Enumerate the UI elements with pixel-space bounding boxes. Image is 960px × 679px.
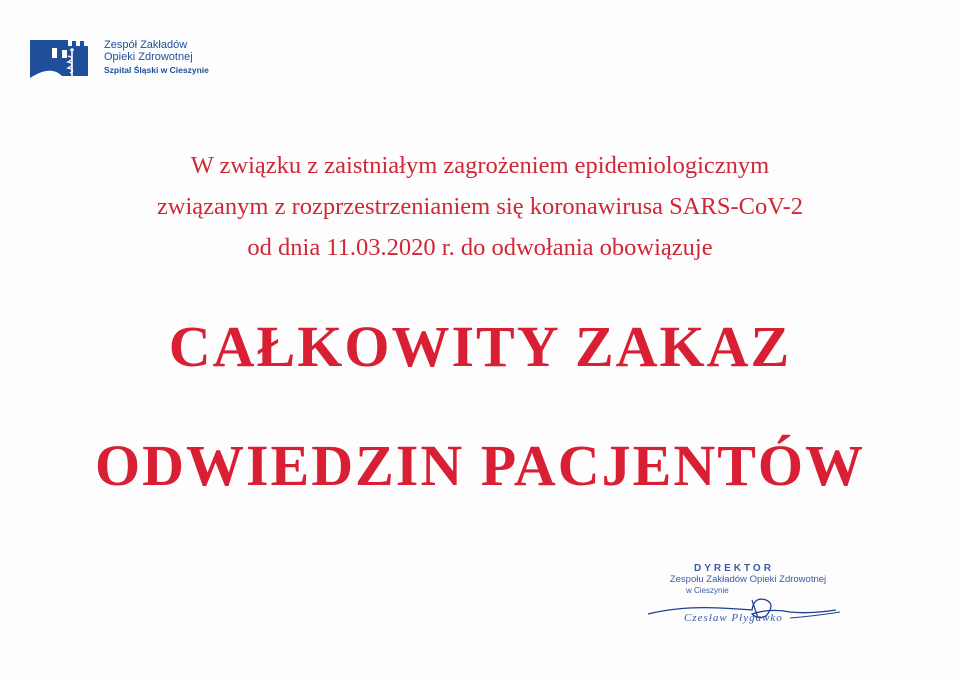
stamp-title: DYREKTOR: [694, 563, 774, 574]
intro-paragraph: [0, 145, 960, 268]
director-name: Czesław Płygawko: [684, 612, 783, 624]
stamp-institution: Zespołu Zakładów Opieki Zdrowotnej: [669, 574, 827, 585]
hospital-name: [104, 39, 209, 76]
hospital-name-line3: Szpital Śląski w Cieszynie: [104, 65, 209, 75]
stamp-city: w Cieszynie: [686, 586, 729, 595]
intro-line2: związanym z rozprzestrzenianiem się koronawirusa SARS-CoV-2: [156, 193, 804, 220]
intro-line3: od dnia 11.03.2020 r. do odwołania obowiązuje: [247, 234, 713, 261]
headline-line2: ODWIEDZIN PACJENTÓW: [94, 433, 866, 498]
intro-line1: W związku z zaistniałym zagrożeniem epidemiologicznym: [190, 152, 770, 179]
headline-line1: CAŁKOWITY ZAKAZ: [168, 314, 792, 379]
hospital-name-line2: Opieki Zdrowotnej: [104, 51, 193, 63]
hospital-logo-icon: [28, 38, 96, 80]
hospital-logo: [28, 38, 209, 80]
hospital-name-line1: Zespół Zakładów: [104, 39, 188, 51]
